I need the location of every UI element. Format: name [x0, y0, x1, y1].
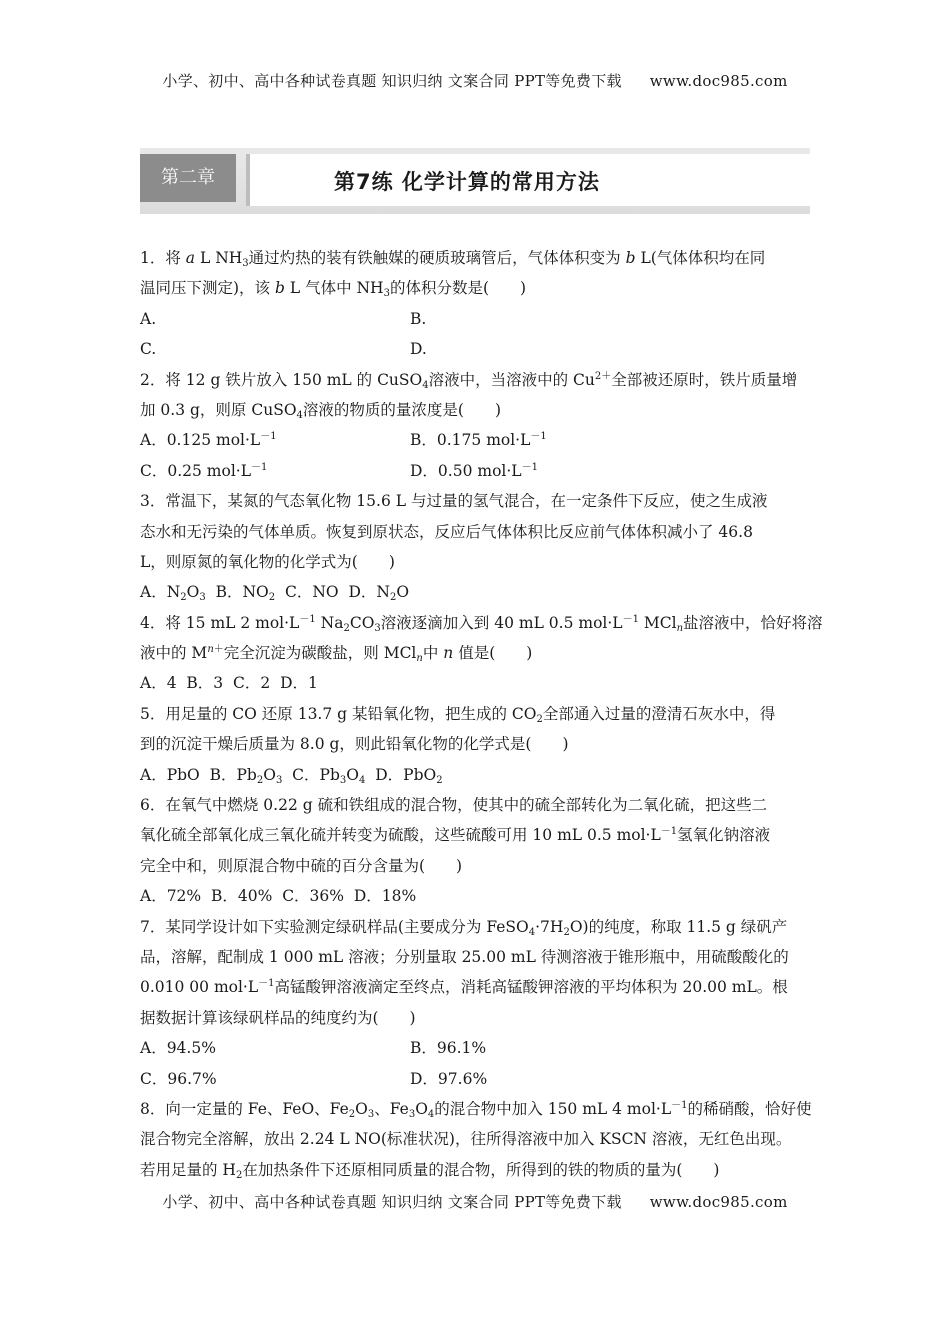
page-footer [0, 1191, 950, 1212]
option-b: B．96.1% [410, 1039, 487, 1058]
question-7-line-2: 品，溶解，配制成 1 000 mL 溶液；分别量取 25.00 mL 待测溶液于锥形瓶中，用硫酸酸化的 [140, 947, 789, 966]
option-c: C．96.7% [140, 1069, 217, 1088]
page-title: 第7练 化学计算的常用方法 [334, 170, 600, 194]
header-url[interactable]: www.doc985.com [649, 72, 788, 90]
footer-url[interactable]: www.doc985.com [649, 1193, 788, 1211]
question-2-line-2: 加 0.3 g，则原 CuSO$_4$溶液的物质的量浓度是( ) [140, 400, 502, 421]
chapter-label: 第二章 [140, 154, 236, 202]
question-6-line-1: 6．在氧气中燃烧 0.22 g 硫和铁组成的混合物，使其中的硫全部转化为二氧化硫，把这些二 [140, 796, 768, 815]
question-7-line-4: 据数据计算该绿矾样品的纯度约为( ) [140, 1008, 416, 1027]
question-3-line-3: L，则原氮的氧化物的化学式为( ) [140, 552, 395, 571]
question-1-options-ab [140, 304, 815, 334]
question-2-options-ab [140, 425, 815, 455]
title-box [246, 154, 814, 206]
option-a: A．94.5% [140, 1039, 216, 1058]
header-text: 小学、初中、高中各种试卷真题 知识归纳 文案合同 PPT等免费下载 [162, 72, 622, 90]
option-a: A．0.125 $mol\cdot L^{-1}$ [140, 431, 277, 450]
question-1-line-1: 1．将 a L $NH_3$通过灼热的装有铁触媒的硬质玻璃管后，气体体积变为 b L(气体体积均在同 [140, 249, 766, 269]
footer-text: 小学、初中、高中各种试卷真题 知识归纳 文案合同 PPT等免费下载 [162, 1193, 622, 1211]
question-8-line-3: 若用足量的 $H_2$在加热条件下还原相同质量的混合物，所得到的铁的物质的量为( ) [140, 1160, 720, 1181]
option-c: C. [140, 340, 157, 359]
question-7-line-1: 7．某同学设计如下实验测定绿矾样品(主要成分为 $FeSO_4\cdot 7H_2O$)的纯度，称取 11.5 g 绿矾产 [140, 917, 788, 938]
question-8-line-2: 混合物完全溶解，放出 2.24 L NO(标准状况)，往所得溶液中加入 KSCN 溶液，无红色出现。 [140, 1130, 792, 1149]
option-b: B．0.175 $mol\cdot L^{-1}$ [410, 431, 547, 450]
option-d: D．0.50 $mol\cdot L^{-1}$ [410, 461, 538, 480]
option-c: C．0.25 $mol\cdot L^{-1}$ [140, 461, 268, 480]
question-3-options: A．$N_2O_3$ B．$NO_2$ C．NO D．$N_2O$ [140, 583, 410, 604]
question-2-line-1: 2．将 12 g 铁片放入 150 mL 的 CuSO$_4$溶液中，当溶液中的 $Cu^{2+}$全部被还原时，铁片质量增 [140, 370, 798, 391]
question-6-line-2: 氧化硫全部氧化成三氧化硫并转变为硫酸，这些硫酸可用 10 mL 0.5 $mol\cdot L^{-1}$氢氧化钠溶液 [140, 826, 771, 845]
question-6-options: A．72% B．40% C．36% D．18% [140, 887, 417, 906]
question-4-line-1: 4．将 15 mL 2 $mol\cdot L^{-1}$ $Na_2CO_3$溶液逐滴加入到 40 mL 0.5 $mol\cdot L^{-1}$ MCl$_n$盐溶液中，恰好将溶 [140, 613, 823, 634]
option-d: D. [410, 340, 427, 359]
question-4-options: A．4 B．3 C．2 D．1 [140, 674, 318, 693]
question-5-line-1: 5．用足量的 CO 还原 13.7 g 某铅氧化物，把生成的 $CO_2$全部通入过量的澄清石灰水中，得 [140, 704, 776, 725]
question-7-options-cd [140, 1064, 815, 1094]
option-a: A. [140, 309, 157, 328]
question-1-line-2: 温同压下测定)，该 b L 气体中 $NH_3$的体积分数是( ) [140, 279, 527, 300]
question-list [140, 243, 823, 1185]
question-6-line-3: 完全中和，则原混合物中硫的百分含量为( ) [140, 856, 463, 875]
question-1-options-cd [140, 334, 815, 364]
question-4-line-2: 液中的 $M^{n+}$完全沉淀为碳酸盐，则 MCl$_n$中 n 值是( ) [140, 644, 533, 665]
question-8-line-1: 8．向一定量的 Fe、FeO、$Fe_2O_3$、$Fe_3O_4$的混合物中加入 150 mL 4 $mol\cdot L^{-1}$的稀硝酸，恰好使 [140, 1099, 812, 1120]
question-3-line-1: 3．常温下，某氮的气态氧化物 15.6 L 与过量的氢气混合，在一定条件下反应，使之生成液 [140, 492, 768, 511]
question-5-options: A．PbO B．$Pb_2O_3$ C．$Pb_3O_4$ D．PbO$_2$ [140, 765, 443, 786]
option-b: B. [410, 309, 427, 328]
option-d: D．97.6% [410, 1069, 488, 1088]
question-7-line-3: 0.010 00 $mol\cdot L^{-1}$高锰酸钾溶液滴定至终点，消耗高锰酸钾溶液的平均体积为 20.00 mL。根 [140, 978, 788, 997]
page-header [0, 70, 950, 91]
question-2-options-cd [140, 456, 815, 486]
chapter-banner [140, 148, 810, 214]
question-3-line-2: 态水和无污染的气体单质。恢复到原状态，反应后气体体积比反应前气体体积减小了 46.8 [140, 522, 753, 541]
question-7-options-ab [140, 1033, 815, 1063]
question-5-line-2: 到的沉淀干燥后质量为 8.0 g，则此铅氧化物的化学式是( ) [140, 735, 569, 754]
